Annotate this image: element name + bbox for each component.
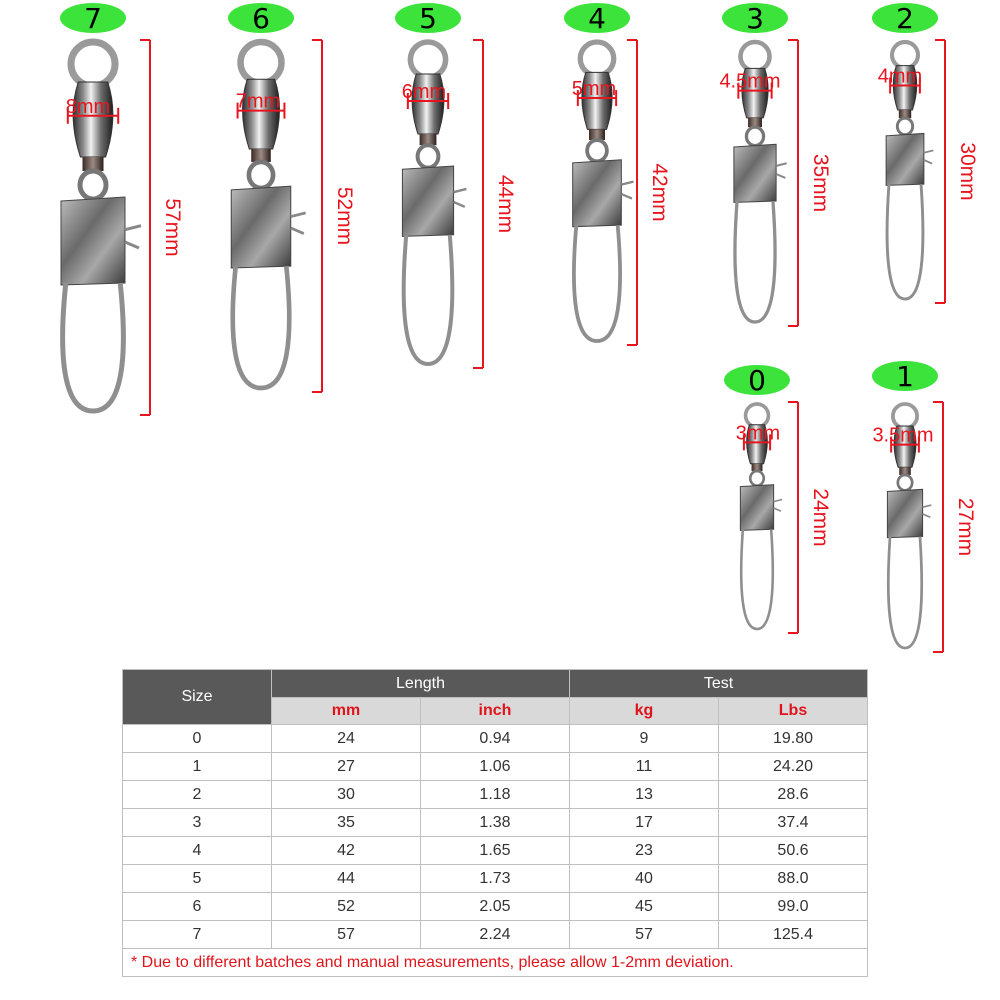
cell-mm: 30 [272, 781, 421, 809]
width-label: 5mm [571, 78, 617, 101]
swivel-size-6 [228, 2, 356, 392]
cell-kg: 40 [570, 865, 719, 893]
swivel-eye [746, 127, 763, 145]
cell-kg: 57 [570, 921, 719, 949]
snap-wire-loop [888, 537, 921, 648]
table-row [123, 781, 868, 809]
cell-kg: 17 [570, 809, 719, 837]
snap-clip [125, 226, 141, 248]
table-row [123, 921, 868, 949]
split-ring [580, 42, 613, 75]
snap-plate [573, 160, 622, 227]
width-label: 4mm [877, 65, 923, 88]
cell-size: 2 [123, 781, 272, 809]
swivel-eye [897, 118, 912, 135]
cell-lbs: 28.6 [719, 781, 868, 809]
snap-plate [231, 186, 291, 268]
cell-mm: 52 [272, 893, 421, 921]
length-label: 52mm [333, 186, 356, 246]
swivel-eye [898, 475, 912, 490]
swivel-size-3 [719, 2, 832, 326]
size-badge-label: 1 [896, 360, 914, 393]
table-row [123, 865, 868, 893]
snap-clip [924, 150, 933, 163]
cell-inch: 1.18 [421, 781, 570, 809]
split-ring [740, 42, 769, 71]
cell-mm: 35 [272, 809, 421, 837]
split-ring [71, 42, 115, 86]
cell-inch: 0.94 [421, 725, 570, 753]
length-label: 27mm [954, 497, 977, 557]
snap-plate [402, 166, 453, 236]
swivel-size-5 [395, 2, 517, 368]
swivel-eye [750, 471, 764, 486]
unit-mm: mm [272, 698, 421, 725]
snap-clip [291, 213, 306, 234]
spec-table [122, 669, 868, 977]
swivel-barrel [73, 82, 113, 157]
cell-inch: 2.05 [421, 893, 570, 921]
cell-mm: 24 [272, 725, 421, 753]
snap-clip [454, 189, 467, 207]
snap-plate [740, 485, 773, 531]
table-row [123, 837, 868, 865]
cell-inch: 1.06 [421, 753, 570, 781]
snap-wire-loop [574, 225, 620, 341]
swivel-eye [80, 171, 106, 199]
cell-size: 0 [123, 725, 272, 753]
table-row [123, 725, 868, 753]
cell-mm: 42 [272, 837, 421, 865]
snap-wire-loop [741, 529, 773, 629]
width-label: 6mm [401, 81, 447, 103]
length-label: 42mm [648, 163, 671, 222]
swivel-size-2 [872, 2, 979, 303]
snap-clip [621, 182, 633, 199]
cell-size: 7 [123, 921, 272, 949]
cell-size: 3 [123, 809, 272, 837]
split-ring [892, 42, 918, 68]
snap-plate [61, 197, 125, 285]
swivel-size-0 [724, 364, 832, 633]
size-badge-label: 6 [252, 2, 270, 35]
length-label: 35mm [809, 153, 832, 213]
snap-clip [774, 500, 782, 512]
snap-clip [776, 163, 787, 178]
swivel-size-1 [872, 360, 977, 652]
swivel-eye [249, 162, 273, 188]
cell-mm: 44 [272, 865, 421, 893]
table-row [123, 893, 868, 921]
table-row [123, 753, 868, 781]
swivel-size-7 [60, 2, 184, 415]
snap-plate [887, 489, 922, 537]
cell-kg: 23 [570, 837, 719, 865]
cell-size: 1 [123, 753, 272, 781]
table-row [123, 809, 868, 837]
note-row [123, 949, 868, 977]
length-label: 30mm [956, 142, 979, 201]
cell-size: 4 [123, 837, 272, 865]
width-label: 4.5mm [719, 70, 781, 93]
unit-inch: inch [421, 698, 570, 725]
cell-lbs: 37.4 [719, 809, 868, 837]
split-ring [410, 42, 445, 77]
cell-lbs: 125.4 [719, 921, 868, 949]
snap-wire-loop [887, 184, 923, 299]
length-label: 57mm [161, 198, 184, 257]
snap-wire-loop [63, 283, 124, 411]
snap-plate [734, 144, 776, 202]
swivel-eye [418, 145, 439, 167]
cell-kg: 11 [570, 753, 719, 781]
size-badge-label: 5 [419, 2, 437, 35]
snap-clip [923, 505, 932, 517]
cell-lbs: 19.80 [719, 725, 868, 753]
length-label: 44mm [494, 174, 517, 234]
snap-wire-loop [404, 235, 453, 364]
deviation-note: * Due to different batches and manual measurements, please allow 1-2mm deviation. [123, 949, 868, 977]
width-label: 7mm [235, 90, 281, 113]
size-badge-label: 2 [896, 2, 914, 35]
cell-inch: 1.73 [421, 865, 570, 893]
size-badge-label: 3 [746, 2, 764, 35]
cell-inch: 1.65 [421, 837, 570, 865]
width-label: 3mm [735, 422, 781, 445]
split-ring [241, 42, 282, 83]
cell-mm: 57 [272, 921, 421, 949]
snap-plate [886, 133, 924, 185]
cell-kg: 9 [570, 725, 719, 753]
snap-wire-loop [233, 266, 290, 388]
swivel-size-4 [564, 2, 671, 345]
length-header: Length [272, 670, 570, 698]
test-header: Test [570, 670, 868, 698]
size-badge-label: 0 [748, 364, 766, 397]
snap-wire-loop [735, 201, 775, 322]
unit-kg: kg [570, 698, 719, 725]
size-badge-label: 7 [84, 2, 102, 35]
width-label: 8mm [65, 95, 111, 118]
cell-size: 5 [123, 865, 272, 893]
width-label: 3.5mm [872, 424, 934, 447]
size-header: Size [123, 670, 272, 725]
cell-size: 6 [123, 893, 272, 921]
cell-lbs: 24.20 [719, 753, 868, 781]
unit-lbs: Lbs [719, 698, 868, 725]
swivel-eye [587, 140, 607, 161]
length-label: 24mm [809, 488, 832, 547]
cell-lbs: 88.0 [719, 865, 868, 893]
size-badge-label: 4 [588, 2, 606, 35]
cell-lbs: 50.6 [719, 837, 868, 865]
cell-mm: 27 [272, 753, 421, 781]
cell-lbs: 99.0 [719, 893, 868, 921]
cell-kg: 45 [570, 893, 719, 921]
cell-kg: 13 [570, 781, 719, 809]
cell-inch: 2.24 [421, 921, 570, 949]
cell-inch: 1.38 [421, 809, 570, 837]
